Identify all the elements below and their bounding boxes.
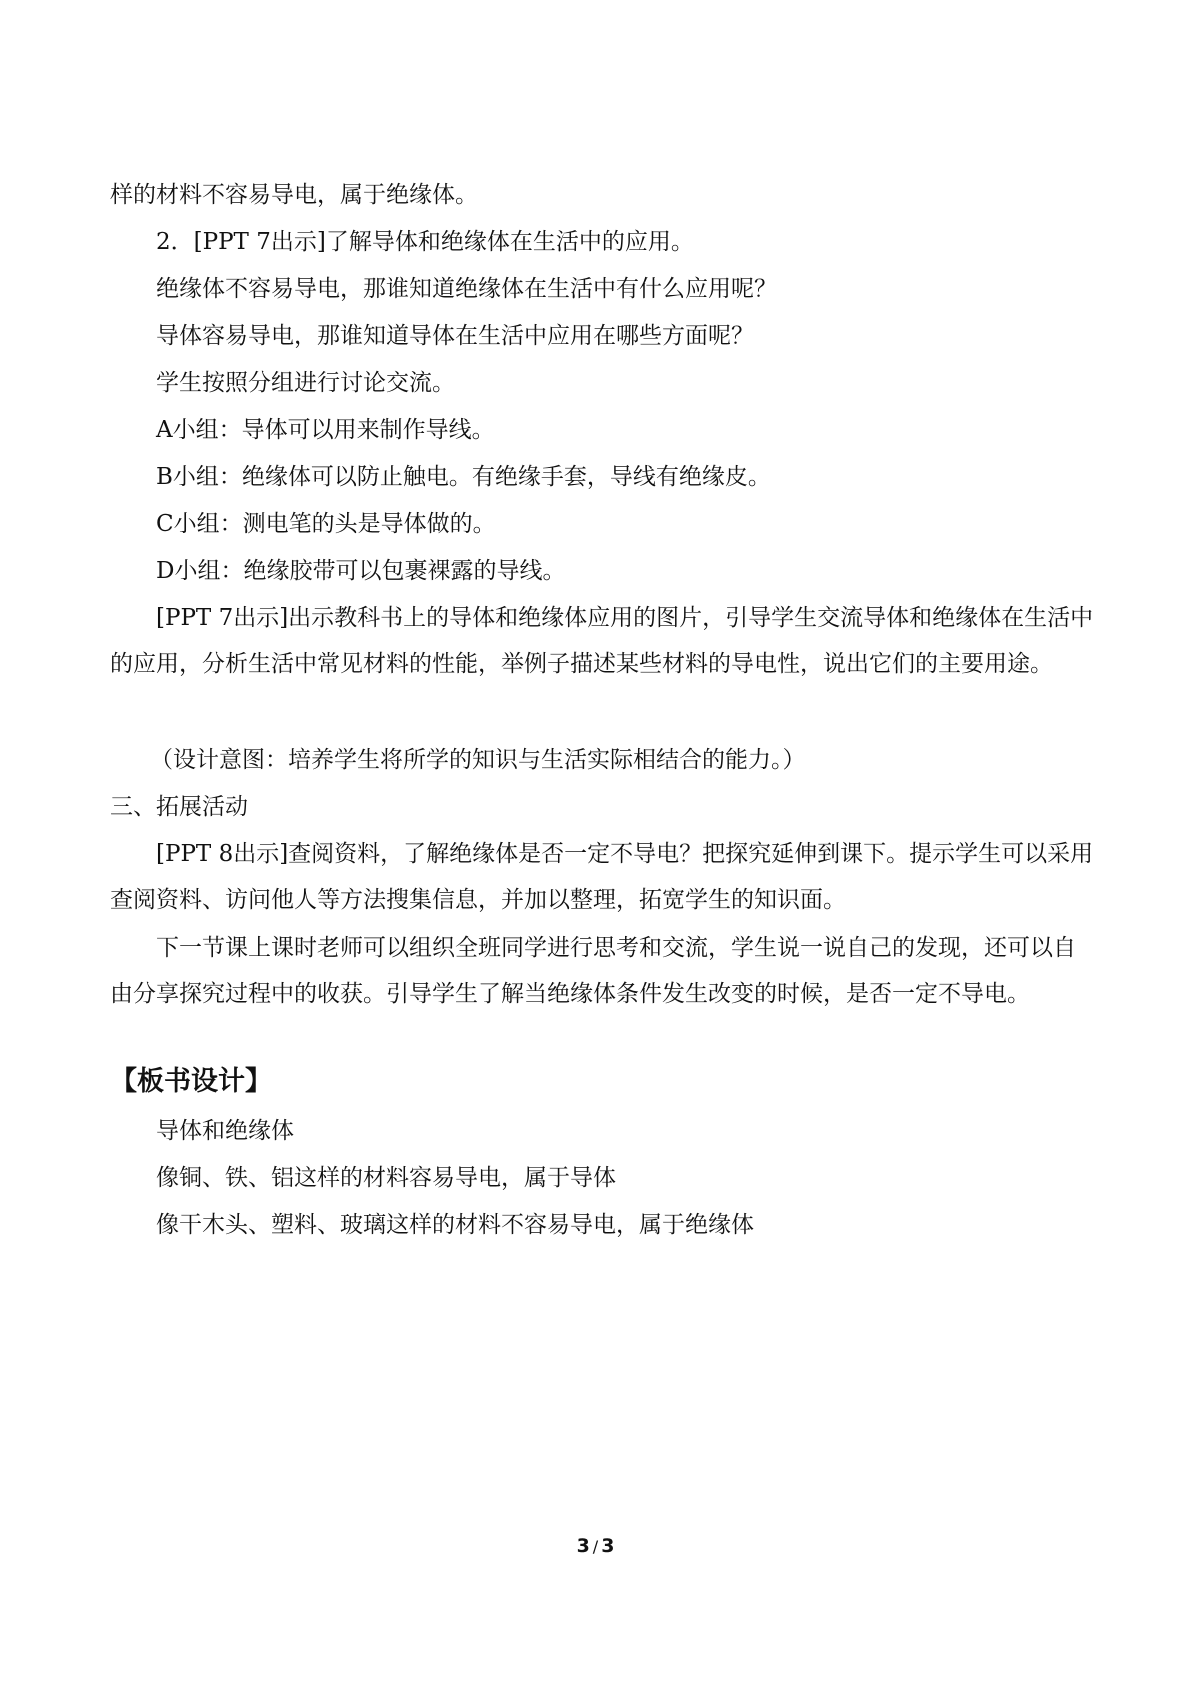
paragraph-continuation: 样的材料不容易导电，属于绝缘体。 — [110, 182, 478, 208]
page-number-total: 3 — [601, 1535, 615, 1557]
page-number-separator: / — [592, 1537, 599, 1556]
board-design-heading: 【板书设计】 — [110, 1066, 272, 1097]
paragraph-question-conductor: 导体容易导电，那谁知道导体在生活中应用在哪些方面呢？ — [156, 323, 754, 349]
board-line-title: 导体和绝缘体 — [156, 1118, 294, 1144]
paragraph-question-insulator: 绝缘体不容易导电，那谁知道绝缘体在生活中有什么应用呢？ — [156, 276, 777, 302]
paragraph-next-lesson: 下一节课上课时老师可以组织全班同学进行思考和交流，学生说一说自己的发现，还可以自由分享探究过程中的收获。引导学生了解当绝缘体条件发生改变的时候，是否一定不导电。 — [110, 935, 1076, 1007]
page-number — [0, 1535, 1191, 1557]
board-line-conductor: 像铜、铁、铝这样的材料容易导电，属于导体 — [156, 1165, 616, 1191]
paragraph-ppt8: [PPT 8出示]查阅资料，了解绝缘体是否一定不导电？把探究延伸到课下。提示学生可以采用查阅资料、访问他人等方法搜集信息，并加以整理，拓宽学生的知识面。 — [110, 841, 1094, 913]
paragraph-group-c: C小组：测电笔的头是导体做的。 — [156, 511, 496, 537]
paragraph-group-d: D小组：绝缘胶带可以包裹裸露的导线。 — [156, 558, 566, 584]
paragraph-group-discussion: 学生按照分组进行讨论交流。 — [156, 370, 455, 396]
page-number-current: 3 — [576, 1535, 590, 1557]
paragraph-ppt7-images: [PPT 7出示]出示教科书上的导体和绝缘体应用的图片，引导学生交流导体和绝缘体在生活中的应用，分析生活中常见材料的性能，举例子描述某些材料的导电性，说出它们的主要用途。 — [110, 605, 1094, 677]
board-line-insulator: 像干木头、塑料、玻璃这样的材料不容易导电，属于绝缘体 — [156, 1212, 754, 1238]
paragraph-group-a: A小组：导体可以用来制作导线。 — [156, 417, 495, 443]
paragraph-step-2: 2．[PPT 7出示]了解导体和绝缘体在生活中的应用。 — [156, 229, 694, 255]
section-heading-extension: 三、拓展活动 — [110, 794, 248, 820]
paragraph-group-b: B小组：绝缘体可以防止触电。有绝缘手套，导线有绝缘皮。 — [156, 464, 771, 490]
paragraph-design-intent: （设计意图：培养学生将所学的知识与生活实际相结合的能力。） — [150, 747, 806, 773]
